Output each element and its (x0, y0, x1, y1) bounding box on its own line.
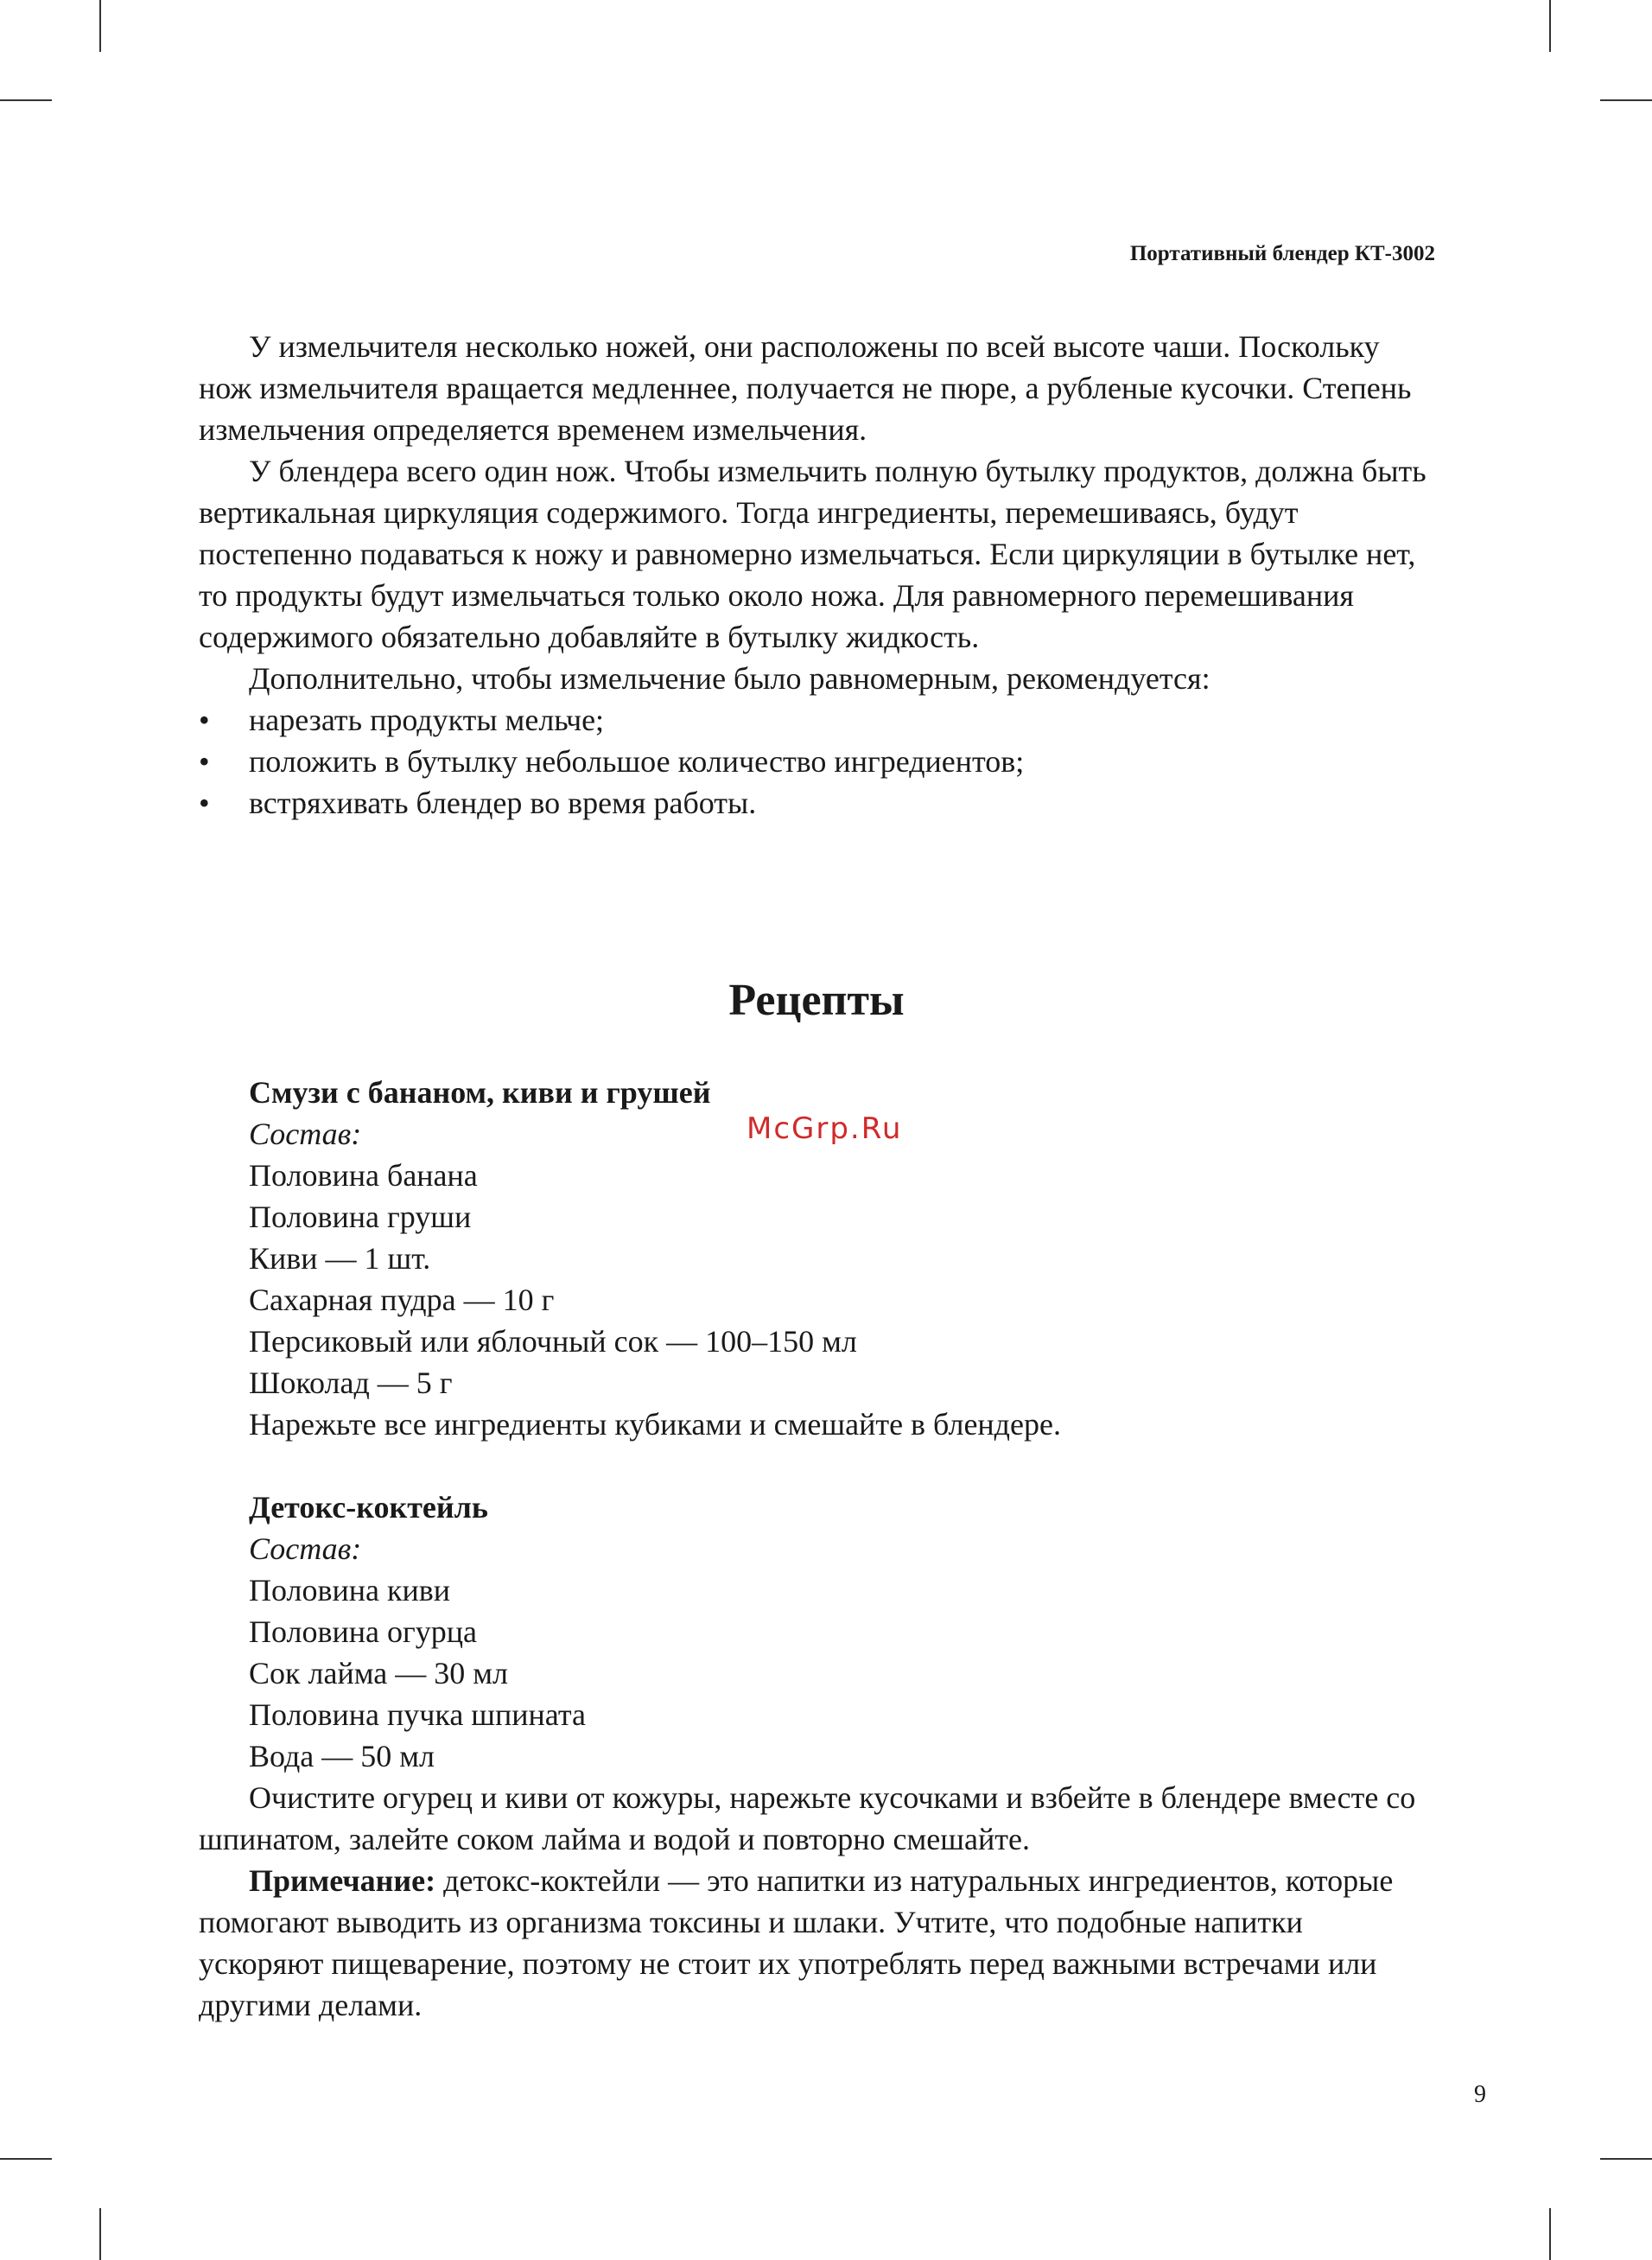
crop-mark (1600, 99, 1652, 101)
list-item (199, 699, 1434, 741)
intro-paragraph: У блендера всего один нож. Чтобы измельчить полную бутылку продуктов, должна быть вертикальная циркуляция содержимого. Тогда ингредиенты, перемешиваясь, будут постепенно подаваться к ножу и равномерно измельчаться. Если циркуляции в бутылке нет, то продукты будут измельчаться только около ножа. Для равномерного перемешивания содержимого обязательно добавляйте в бутылку жидкость. (199, 454, 1426, 654)
composition-label: Состав: (249, 1531, 362, 1566)
recipe-detox (199, 1487, 1434, 2026)
ingredient-item: Сок лайма — 30 мл (249, 1656, 508, 1690)
ingredient-item: Половина банана (249, 1158, 478, 1193)
composition-label: Состав: (249, 1117, 362, 1151)
intro-text (199, 326, 1434, 824)
bullet-icon: • (199, 703, 210, 737)
crop-mark (99, 0, 101, 52)
ingredient-item: Половина пучка шпината (249, 1697, 587, 1732)
note-text: детокс-коктейли — это напитки из натуральных ингредиентов, которые помогают выводить из организма токсины и шлаки. Учтите, что подобные напитки ускоряют пищеварение, поэтому не стоит их употреблять перед важными встречами или другими делами. (199, 1863, 1394, 2022)
ingredient-item: Вода — 50 мл (249, 1739, 435, 1773)
crop-mark (0, 99, 52, 101)
crop-mark (1600, 2158, 1652, 2160)
recommendation-list (199, 699, 1434, 824)
list-item-text: положить в бутылку небольшое количество ингредиентов; (249, 744, 1025, 779)
running-header: Портативный блендер КТ-3002 (1129, 242, 1435, 265)
ingredient-item: Половина огурца (249, 1614, 478, 1649)
watermark: McGrp.Ru (747, 1111, 903, 1146)
crop-mark (1549, 2208, 1551, 2260)
ingredient-item: Киви — 1 шт. (249, 1241, 431, 1276)
note-label: Примечание: (249, 1863, 436, 1898)
section-title: Рецепты (728, 976, 905, 1025)
crop-mark (99, 2208, 101, 2260)
intro-paragraph: У измельчителя несколько ножей, они расположены по всей высоте чаши. Поскольку нож измельчителя вращается медленнее, получается не пюре, а рубленые кусочки. Степень измельчения определяется временем измельчения. (199, 329, 1412, 447)
list-item-text: встряхивать блендер во время работы. (249, 786, 757, 820)
recipe-title: Смузи с бананом, киви и грушей (249, 1075, 711, 1110)
intro-paragraph: Дополнительно, чтобы измельчение было равномерным, рекомендуется: (249, 661, 1210, 696)
recipe-instructions: Очистите огурец и киви от кожуры, нарежьте кусочками и взбейте в блендере вместе со шпинатом, залейте соком лайма и водой и повторно смешайте. (199, 1780, 1416, 1856)
ingredient-item: Сахарная пудра — 10 г (249, 1283, 555, 1317)
page-number: 9 (1474, 2081, 1486, 2108)
recipe-note (199, 1860, 1434, 2026)
ingredient-item: Половина киви (249, 1573, 451, 1607)
list-item (199, 741, 1434, 782)
list-item (199, 782, 1434, 824)
ingredient-item: Шоколад — 5 г (249, 1366, 453, 1400)
ingredient-item: Персиковый или яблочный сок — 100–150 мл (249, 1324, 857, 1359)
recipe-title: Детокс-коктейль (249, 1490, 488, 1525)
bullet-icon: • (199, 744, 210, 779)
crop-mark (0, 2158, 52, 2160)
bullet-icon: • (199, 786, 210, 820)
recipe-instructions: Нарежьте все ингредиенты кубиками и смешайте в блендере. (249, 1407, 1061, 1442)
list-item-text: нарезать продукты мельче; (249, 703, 605, 737)
crop-mark (1549, 0, 1551, 52)
ingredient-item: Половина груши (249, 1200, 472, 1234)
